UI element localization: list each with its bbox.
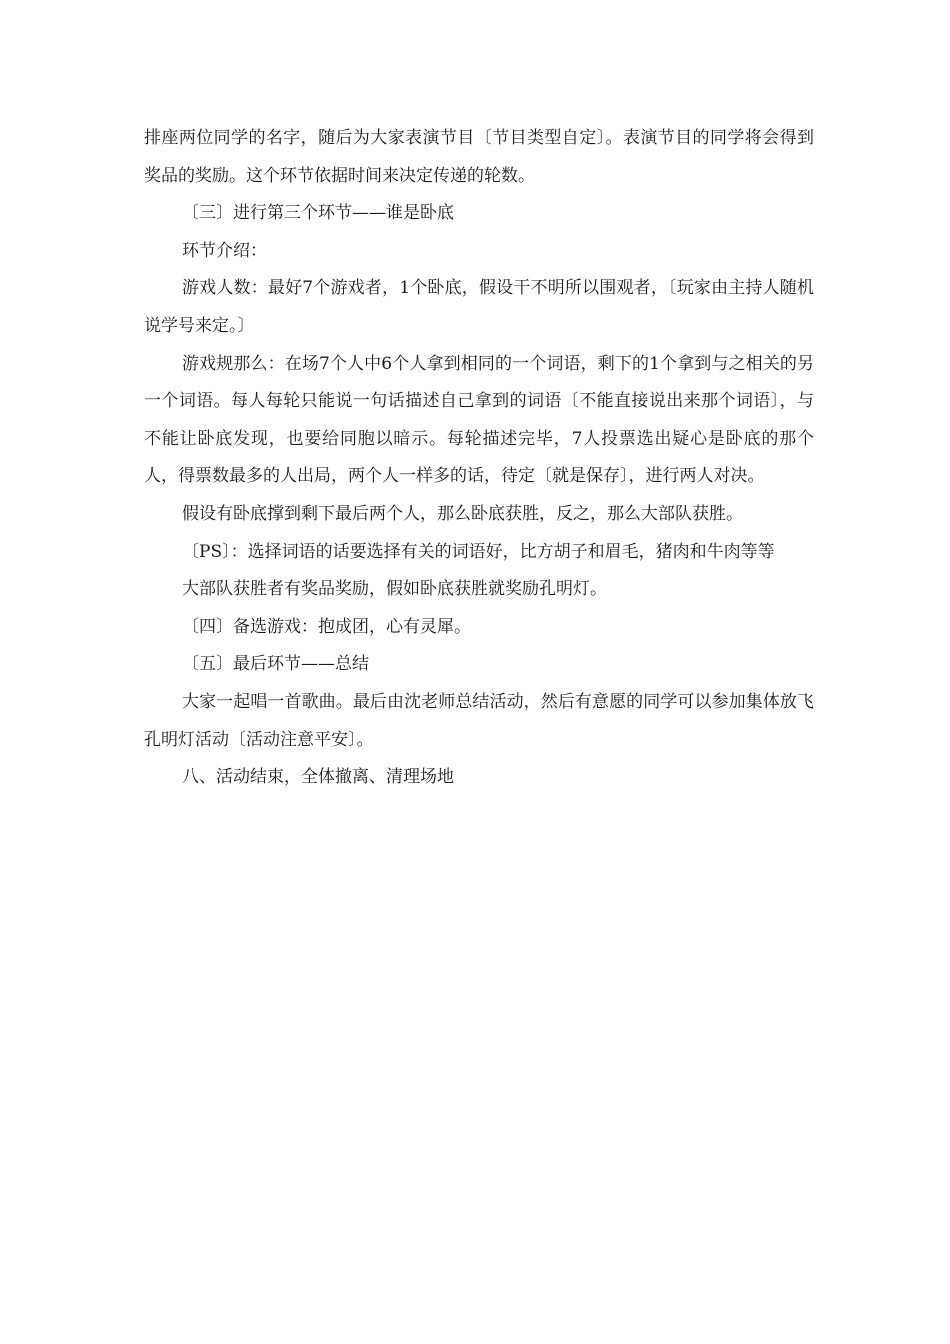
- paragraph-player-count: 游戏人数：最好7个游戏者，1个卧底，假设干不明所以围观者，〔玩家由主持人随机说学号来定。〕: [144, 278, 814, 336]
- section-heading-eight: 八、活动结束，全体撤离、清理场地: [182, 767, 454, 788]
- paragraph-ps-note: 〔PS〕：选择词语的话要选择有关的词语好，比方胡子和眉毛，猪肉和牛肉等等: [182, 541, 775, 562]
- section-heading-four: 〔四〕备选游戏：抱成团，心有灵犀。: [182, 616, 471, 637]
- document-body: [144, 120, 814, 797]
- paragraph-win-condition: 假设有卧底撑到剩下最后两个人，那么卧底获胜，反之，那么大部队获胜。: [182, 503, 743, 524]
- paragraph-prizes: 大部队获胜者有奖品奖励，假如卧底获胜就奖励孔明灯。: [182, 579, 607, 600]
- paragraph-continuation: 排座两位同学的名字，随后为大家表演节目〔节目类型自定〕。表演节目的同学将会得到奖品的奖励。这个环节依据时间来决定传递的轮数。: [144, 128, 814, 186]
- section-heading-three: 〔三〕进行第三个环节——谁是卧底: [182, 203, 454, 224]
- paragraph-intro-label: 环节介绍：: [182, 240, 267, 261]
- paragraph-game-rules: 游戏规那么：在场7个人中6个人拿到相同的一个词语，剩下的1个拿到与之相关的另一个词语。每人每轮只能说一句话描述自己拿到的词语〔不能直接说出来那个词语〕，与不能让卧底发现，也要给同胞以暗示。每轮描述完毕，7人投票选出疑心是卧底的那个人，得票数最多的人出局，两个人一样多的话，待定〔就是保存〕，进行两人对决。: [144, 353, 814, 487]
- section-heading-five: 〔五〕最后环节——总结: [182, 654, 369, 675]
- paragraph-summary: 大家一起唱一首歌曲。最后由沈老师总结活动，然后有意愿的同学可以参加集体放飞孔明灯活动〔活动注意平安〕。: [144, 691, 814, 750]
